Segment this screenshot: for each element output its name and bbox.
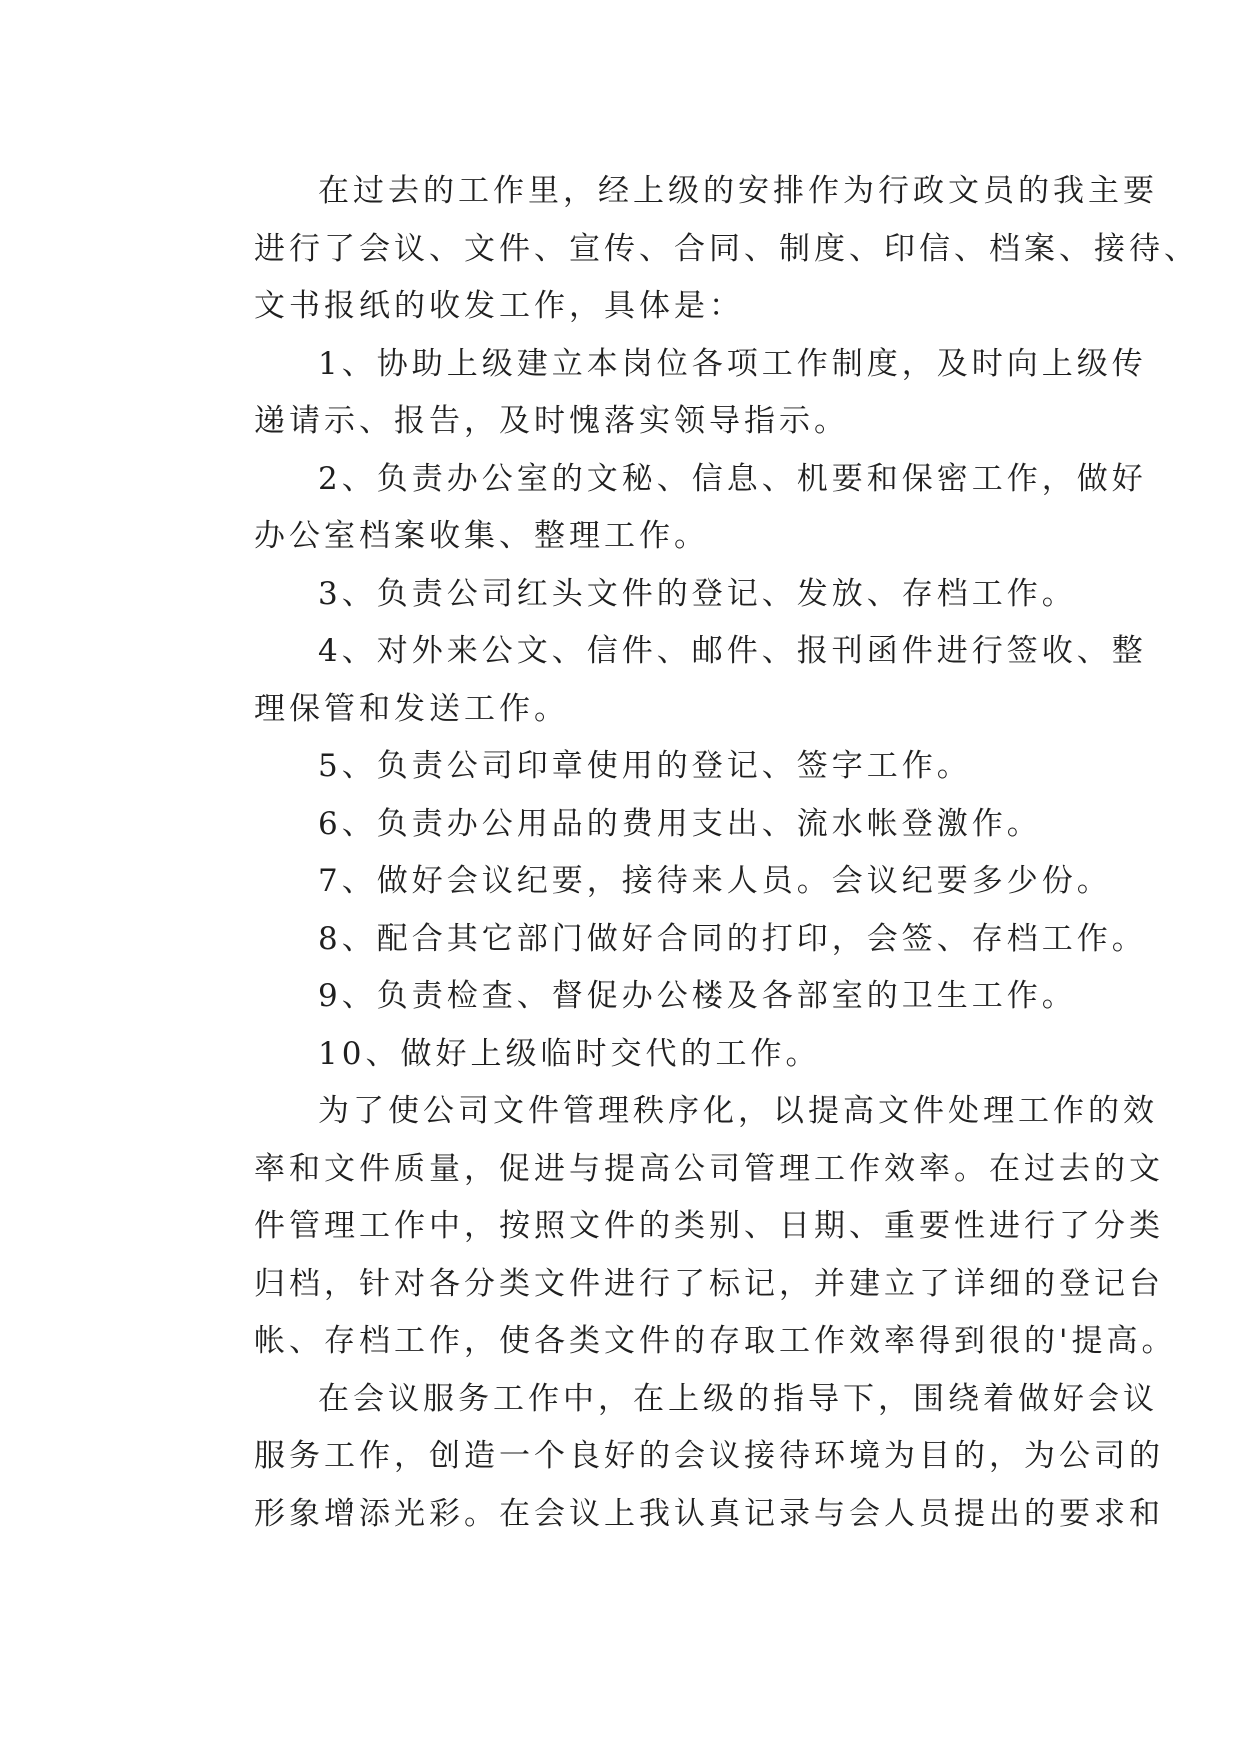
- paragraph-meeting-service: [190, 1371, 1164, 1544]
- text-line: 2、负责办公室的文秘、信息、机要和保密工作，做好: [318, 460, 1147, 497]
- text-line: 递请示、报告，及时愧落实领导指示。: [254, 403, 849, 439]
- paragraph-item-1: [190, 336, 1147, 451]
- paragraph-item-2: [190, 451, 1147, 566]
- text-line: 7、做好会议纪要，接待来人员。会议纪要多少份。: [318, 863, 1112, 899]
- text-line: 4、对外来公文、信件、邮件、报刊函件进行签收、整: [318, 633, 1147, 669]
- text-line: 办公室档案收集、整理工作。: [254, 518, 709, 554]
- text-line: 在过去的工作里，经上级的安排作为行政文员的我主要: [318, 173, 1158, 209]
- document-body: [190, 163, 1199, 1543]
- text-line: 5、负责公司印章使用的登记、签字工作。: [318, 748, 972, 784]
- paragraph-item-8: [190, 911, 1147, 969]
- text-line: 在会议服务工作中，在上级的指导下，围绕着做好会议: [318, 1380, 1158, 1417]
- text-line: 为了使公司文件管理秩序化，以提高文件处理工作的效: [318, 1093, 1158, 1129]
- text-line: 理保管和发送工作。: [254, 690, 569, 727]
- text-line: 服务工作，创造一个良好的会议接待环境为目的，为公司的: [254, 1438, 1164, 1474]
- text-line: 形象增添光彩。在会议上我认真记录与会人员提出的要求和: [254, 1495, 1164, 1532]
- text-line: 率和文件质量，促进与提高公司管理工作效率。在过去的文: [254, 1150, 1164, 1187]
- paragraph-item-7: [190, 853, 1112, 911]
- paragraph-item-3: [190, 566, 1090, 624]
- text-line: 10、做好上级临时交代的工作。: [318, 1035, 821, 1072]
- text-line: 1、协助上级建立本岗位各项工作制度，及时向上级传: [318, 345, 1147, 382]
- text-line: 9、负责检查、督促办公楼及各部室的卫生工作。: [318, 978, 1077, 1014]
- paragraph-item-5: [190, 738, 1090, 796]
- paragraph-item-9: [190, 968, 1090, 1026]
- paragraph-item-10: [190, 1026, 1090, 1084]
- paragraph-item-6: [190, 796, 1090, 854]
- text-line: 3、负责公司红头文件的登记、发放、存档工作。: [318, 575, 1077, 612]
- paragraph-file-management: [190, 1083, 1177, 1371]
- text-line: 进行了会议、文件、宣传、合同、制度、印信、档案、接待、: [254, 230, 1199, 267]
- text-line: 件管理工作中，按照文件的类别、日期、重要性进行了分类: [254, 1208, 1164, 1244]
- text-line: 文书报纸的收发工作，具体是：: [254, 288, 744, 324]
- text-line: 8、配合其它部门做好合同的打印，会签、存档工作。: [318, 920, 1147, 957]
- text-line: 归档，针对各分类文件进行了标记，并建立了详细的登记台: [254, 1265, 1164, 1302]
- text-line: 6、负责办公用品的费用支出、流水帐登激作。: [318, 805, 1042, 842]
- text-line: 帐、存档工作，使各类文件的存取工作效率得到很的'提高。: [254, 1323, 1177, 1359]
- paragraph-item-4: [190, 623, 1147, 738]
- paragraph-intro: [190, 163, 1199, 336]
